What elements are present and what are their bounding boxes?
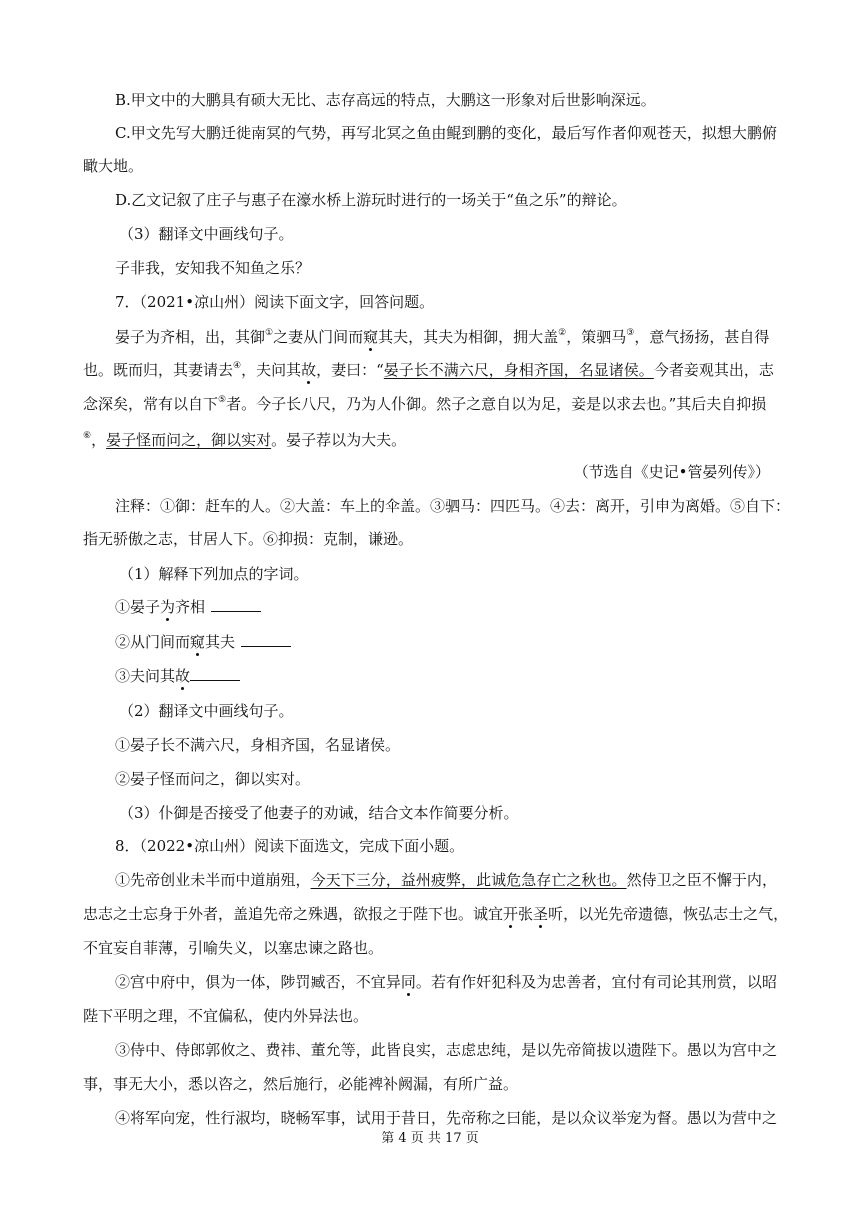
passage-text: ，夫问其	[241, 361, 302, 379]
dotted-character: 开	[503, 905, 519, 923]
passage-text: ②宫中府中，俱为一体，陟罚臧否，不宜异	[115, 973, 401, 991]
footnote-marker: ⑤	[218, 395, 227, 405]
answer-blank[interactable]	[211, 597, 261, 612]
item-text: 其夫	[205, 633, 236, 651]
item-text: ①晏子	[115, 598, 161, 616]
passage-text: 。若有作奸犯科及为忠善者，宜付有司论其刑赏，以昭	[415, 973, 777, 991]
q7-subquestion-1: （1）解释下列加点的字词。	[119, 565, 309, 583]
q7-passage-line4	[83, 430, 406, 450]
dotted-character: 故	[301, 361, 317, 379]
q8-passage-line1	[115, 870, 777, 890]
footnote-marker: ①	[265, 328, 274, 338]
footnote-marker: ③	[626, 328, 635, 338]
footnote-marker: ④	[233, 361, 242, 371]
underlined-sentence: 晏子长不满六尺，身相齐国，名显诸侯。	[383, 361, 654, 379]
q8-passage-line8: ④将军向宠，性行淑均，晓畅军事，试用于昔日，先帝称之曰能，是以众议举宠为督。愚以为营中之	[115, 1109, 777, 1127]
passage-text: 也。既而归，其妻请去	[83, 361, 234, 379]
q7-translate-1: ①晏子长不满六尺，身相齐国，名显诸侯。	[115, 736, 401, 754]
dotted-character: 为	[160, 598, 176, 616]
footnote-marker: ⑥	[83, 431, 92, 441]
passage-text: 者。今子长八尺，乃为人仆御。然子之意自以为足，妾是以求去也。”其后夫自抑损	[226, 395, 767, 413]
passage-text: ①先帝创业未半而中道崩殂，	[115, 871, 311, 889]
q7-word-item-2	[115, 632, 291, 652]
q7-notes-line2: 指无骄傲之志，甘居人下。⑥抑损：克制，谦逊。	[83, 530, 414, 548]
q6-subquestion-3: （3）翻译文中画线句子。	[119, 225, 294, 243]
q7-source: （节选自《史记•管晏列传》）	[573, 463, 770, 481]
q6-option-c-line2: 瞰大地。	[83, 157, 144, 175]
item-text: ③夫问其	[115, 667, 176, 685]
q7-subquestion-2: （2）翻译文中画线句子。	[119, 702, 294, 720]
q8-passage-line7: 事，事无大小，悉以咨之，然后施行，必能裨补阙漏，有所广益。	[83, 1075, 519, 1093]
q7-passage-line3	[83, 394, 766, 414]
q8-passage-line2	[83, 904, 789, 924]
underlined-sentence: 今天下三分，益州疲弊，此诚危急存亡之秋也。	[310, 871, 627, 889]
passage-text: 其夫，其夫为相御，拥大盖	[378, 328, 559, 346]
item-text: 齐相	[175, 598, 206, 616]
passage-text: ，妻曰：“	[316, 361, 384, 379]
passage-text: 然侍卫之臣不懈于内，	[626, 871, 777, 889]
q7-subquestion-3: （3）仆御是否接受了他妻子的劝诫，结合文本作简要分析。	[119, 804, 519, 822]
answer-blank[interactable]	[241, 632, 291, 647]
q8-passage-line5: 陛下平明之理，不宜偏私，使内外异法也。	[83, 1007, 369, 1025]
underlined-sentence: 晏子怪而问之，御以实对	[106, 431, 272, 449]
q8-passage-line6: ③侍中、侍郎郭攸之、费祎、董允等，此皆良实，志虑忠纯，是以先帝简拔以遗陛下。愚以为宫中之	[115, 1041, 777, 1059]
passage-text: 今者妾观其出，志	[653, 361, 774, 379]
dotted-character: 窥	[190, 633, 206, 651]
passage-text: 张	[518, 905, 534, 923]
q8-heading: 8．（2022•凉山州）阅读下面选文，完成下面小题。	[115, 837, 465, 855]
answer-blank[interactable]	[190, 666, 240, 681]
q7-passage-line2	[83, 360, 774, 380]
q6-option-d: D.乙文记叙了庄子与惠子在濠水桥上游玩时进行的一场关于“鱼之乐”的辩论。	[115, 191, 627, 209]
q7-translate-2: ②晏子怪而问之，御以实对。	[115, 770, 311, 788]
passage-text: 忠志之士忘身于外者，盖追先帝之殊遇，欲报之于陛下也。诚宜	[83, 905, 504, 923]
item-text: ②从门间而	[115, 633, 191, 651]
passage-text: ，策驷马	[566, 328, 627, 346]
passage-text: 念深矣，常有以自下	[83, 395, 219, 413]
dotted-character: 窥	[363, 328, 379, 346]
q8-passage-line3: 不宜妄自菲薄，引喻失义，以塞忠谏之路也。	[83, 939, 384, 957]
passage-text: 晏子为齐相，出，其御	[115, 328, 266, 346]
passage-text: 听，以光先帝遗德，恢弘志士之气，	[548, 905, 789, 923]
q8-passage-line4	[115, 972, 777, 992]
q6-option-b: B.甲文中的大鹏具有硕大无比、志存高远的特点，大鹏这一形象对后世影响深远。	[115, 91, 656, 109]
dotted-character: 圣	[533, 905, 549, 923]
q6-translate-sentence: 子非我，安知我不知鱼之乐？	[115, 259, 311, 277]
q7-word-item-3	[115, 666, 240, 686]
q7-heading: 7．（2021•凉山州）阅读下面文字，回答问题。	[115, 293, 435, 311]
dotted-character: 同	[400, 973, 416, 991]
passage-text: 之妻从门间而	[273, 328, 364, 346]
passage-text: ，	[91, 431, 107, 449]
dotted-character: 故	[175, 667, 191, 685]
passage-text: 。晏子荐以为大夫。	[271, 431, 407, 449]
passage-text: ，意气扬扬，甚自得	[634, 328, 770, 346]
footnote-marker: ②	[558, 328, 567, 338]
q7-word-item-1	[115, 597, 261, 617]
q7-passage-line1	[115, 327, 769, 347]
page-footer: 第 4 页 共 17 页	[381, 1131, 479, 1146]
q6-option-c-line1: C.甲文先写大鹏迁徙南冥的气势，再写北冥之鱼由鲲到鹏的变化，最后写作者仰观苍天，拟想大鹏俯	[115, 124, 777, 142]
q7-notes-line1: 注释：①御：赶车的人。②大盖：车上的伞盖。③驷马：四匹马。④去：离开，引申为离婚。⑤自下：	[115, 497, 791, 515]
